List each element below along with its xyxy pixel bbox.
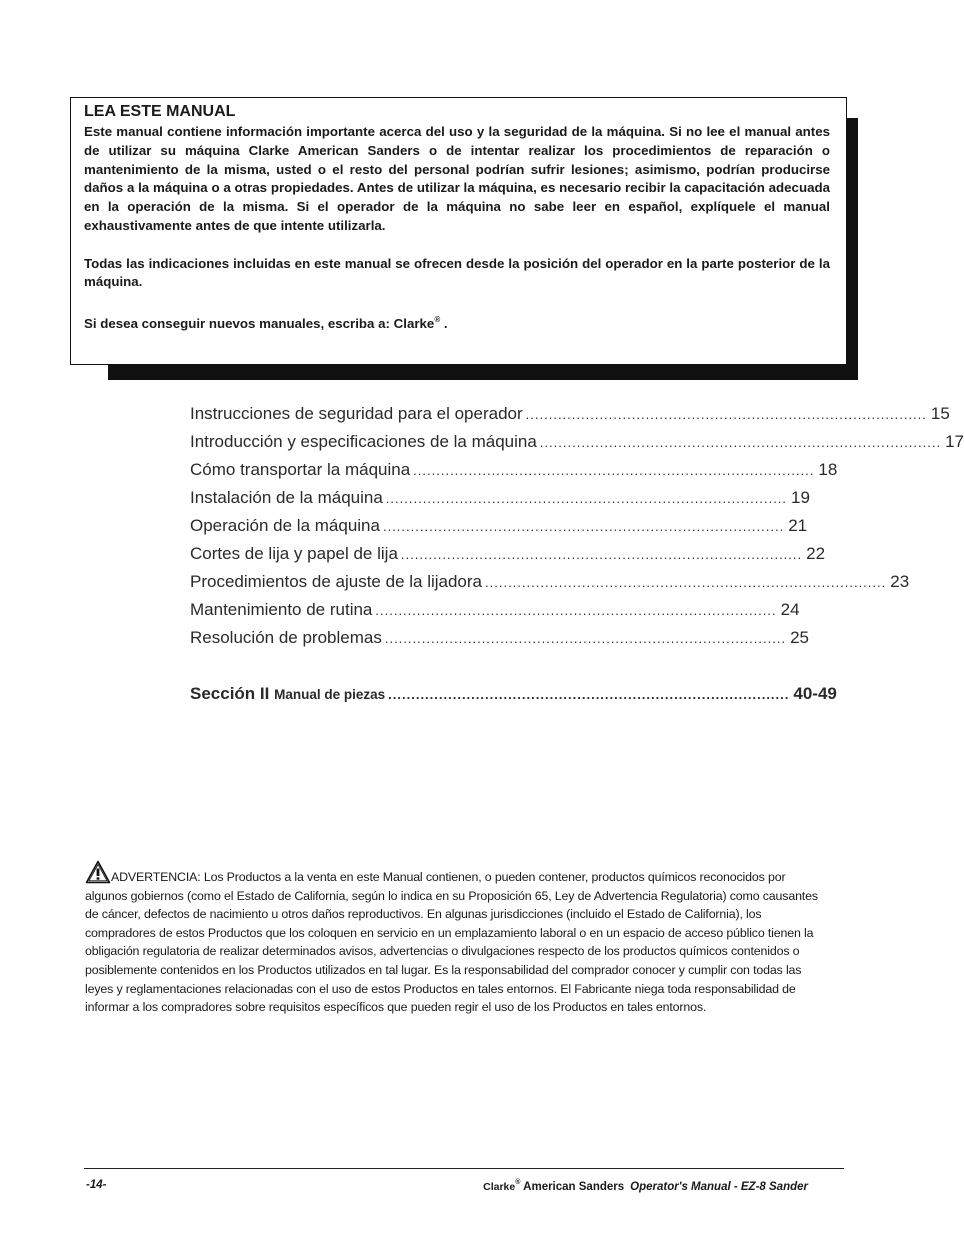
notice-title: LEA ESTE MANUAL — [84, 103, 236, 120]
footer-rule — [84, 1168, 844, 1169]
toc-leader: ....................................................................................... — [382, 519, 785, 534]
toc-leader: ....................................................................................... — [388, 687, 790, 702]
toc-item[interactable] — [190, 628, 809, 656]
toc-item-label: Operación de la máquina — [190, 516, 380, 535]
table-of-contents — [190, 404, 964, 712]
footer-company: American Sanders — [520, 1181, 625, 1193]
toc-item-label: Cortes de lija y papel de lija — [190, 544, 398, 563]
toc-item-label: Instrucciones de seguridad para el operador — [190, 404, 523, 423]
toc-section-label — [190, 684, 385, 704]
toc-item-label: Cómo transportar la máquina — [190, 460, 411, 479]
warning-text: ADVERTENCIA: Los Productos a la venta en este Manual contienen, o pueden contener, productos químicos reconocidos por algunos gobiernos (como el Estado de California, según lo indica en su Proposición 65, Ley de Advertencia Regulatoria) como causantes de cáncer, defectos de nacimiento u otros daños reproductivos. En algunas jurisdicciones (incluido el Estado de California), los compradores de estos Productos que los coloquen en servicio en un emplazamiento laboral o en un espacio de acceso público tienen la obligación regulatoria de realizar determinados avisos, advertencias o divulgaciones respecto de los productos químicos contenidos o posiblemente contenidos en los Productos utilizados en tal lugar. Es la responsabilidad del comprador conocer y cumplir con todas las leyes y reglamentaciones relacionadas con el uso de estos Productos en tales entornos. El Fabricante niega toda responsabilidad de informar a los compradores sobre requisitos específicos que pueden regir el uso de los Productos en tales entornos. — [85, 870, 818, 1015]
read-manual-notice — [70, 97, 847, 365]
toc-item[interactable] — [190, 432, 964, 460]
toc-item-label: Resolución de problemas — [190, 628, 382, 647]
notice-paragraph-1: Este manual contiene información importante acerca del uso y la seguridad de la máquina. Si no lee el manual antes de utilizar su máquina Clarke American Sanders o de intentar realizar los procedimientos de reparación o mantenimiento de la misma, usted o el resto del personal podrían sufrir lesiones; asimismo, podrían producirse daños a la máquina o a otras propiedades. Antes de utilizar la máquina, es necesario recibir la capacitación adecuada en la operación de la misma. Si el operador de la máquina no sabe leer en español, explíquele el manual exhaustivamente antes de que intente utilizarla. — [84, 124, 830, 233]
toc-item-page: 17 — [945, 432, 964, 451]
toc-leader: ....................................................................................... — [400, 547, 803, 562]
toc-item-label: Introducción y especificaciones de la máquina — [190, 432, 537, 451]
registered-mark: ® — [434, 314, 441, 324]
toc-item-page: 21 — [788, 516, 808, 535]
toc-item[interactable] — [190, 572, 910, 600]
toc-item-page: 23 — [890, 572, 910, 591]
toc-item-page: 24 — [780, 600, 800, 619]
footer-registered-mark: ® — [515, 1179, 521, 1186]
toc-section-pages: 40-49 — [793, 684, 837, 703]
toc-section-sublabel: Manual de piezas — [274, 687, 386, 702]
prop65-warning — [85, 860, 831, 1017]
toc-item-page: 25 — [790, 628, 809, 647]
toc-item-page: 15 — [930, 404, 950, 423]
toc-item-label: Mantenimiento de rutina — [190, 600, 373, 619]
toc-leader: ....................................................................................... — [485, 575, 887, 590]
toc-item-page: 18 — [818, 460, 838, 479]
notice-paragraph-2: Todas las indicaciones incluidas en este manual se ofrecen desde la posición del operador en la parte posterior de la máquina. — [84, 255, 830, 290]
toc-leader: ....................................................................................... — [525, 407, 927, 422]
toc-item-label: Procedimientos de ajuste de la lijadora — [190, 572, 483, 591]
page-number: -14- — [86, 1179, 107, 1191]
toc-item[interactable] — [190, 460, 838, 488]
toc-item[interactable] — [190, 404, 950, 432]
toc-item-page: 22 — [806, 544, 826, 563]
notice-paragraph-3 — [84, 311, 830, 334]
toc-section-parts[interactable] — [190, 684, 837, 712]
toc-leader: ....................................................................................... — [375, 603, 777, 618]
toc-item[interactable] — [190, 516, 808, 544]
warning-triangle-icon — [85, 860, 111, 884]
toc-item[interactable] — [190, 600, 800, 628]
toc-leader: ....................................................................................... — [413, 463, 815, 478]
footer-manual-title — [483, 1179, 808, 1193]
footer-manual-name: Operator's Manual - EZ-8 Sander — [630, 1181, 808, 1193]
toc-leader: ....................................................................................... — [385, 491, 788, 506]
notice-paragraph-3-end: . — [440, 315, 448, 331]
toc-section-title: Sección II — [190, 684, 270, 703]
toc-item[interactable] — [190, 488, 810, 516]
toc-item[interactable] — [190, 544, 826, 572]
footer-brand: Clarke — [483, 1181, 516, 1193]
toc-item-label: Instalación de la máquina — [190, 488, 383, 507]
toc-leader: ....................................................................................... — [384, 631, 787, 646]
toc-leader: ....................................................................................... — [539, 435, 942, 450]
toc-item-page: 19 — [791, 488, 810, 507]
notice-paragraph-3-text: Si desea conseguir nuevos manuales, escriba a: Clarke — [84, 315, 435, 331]
